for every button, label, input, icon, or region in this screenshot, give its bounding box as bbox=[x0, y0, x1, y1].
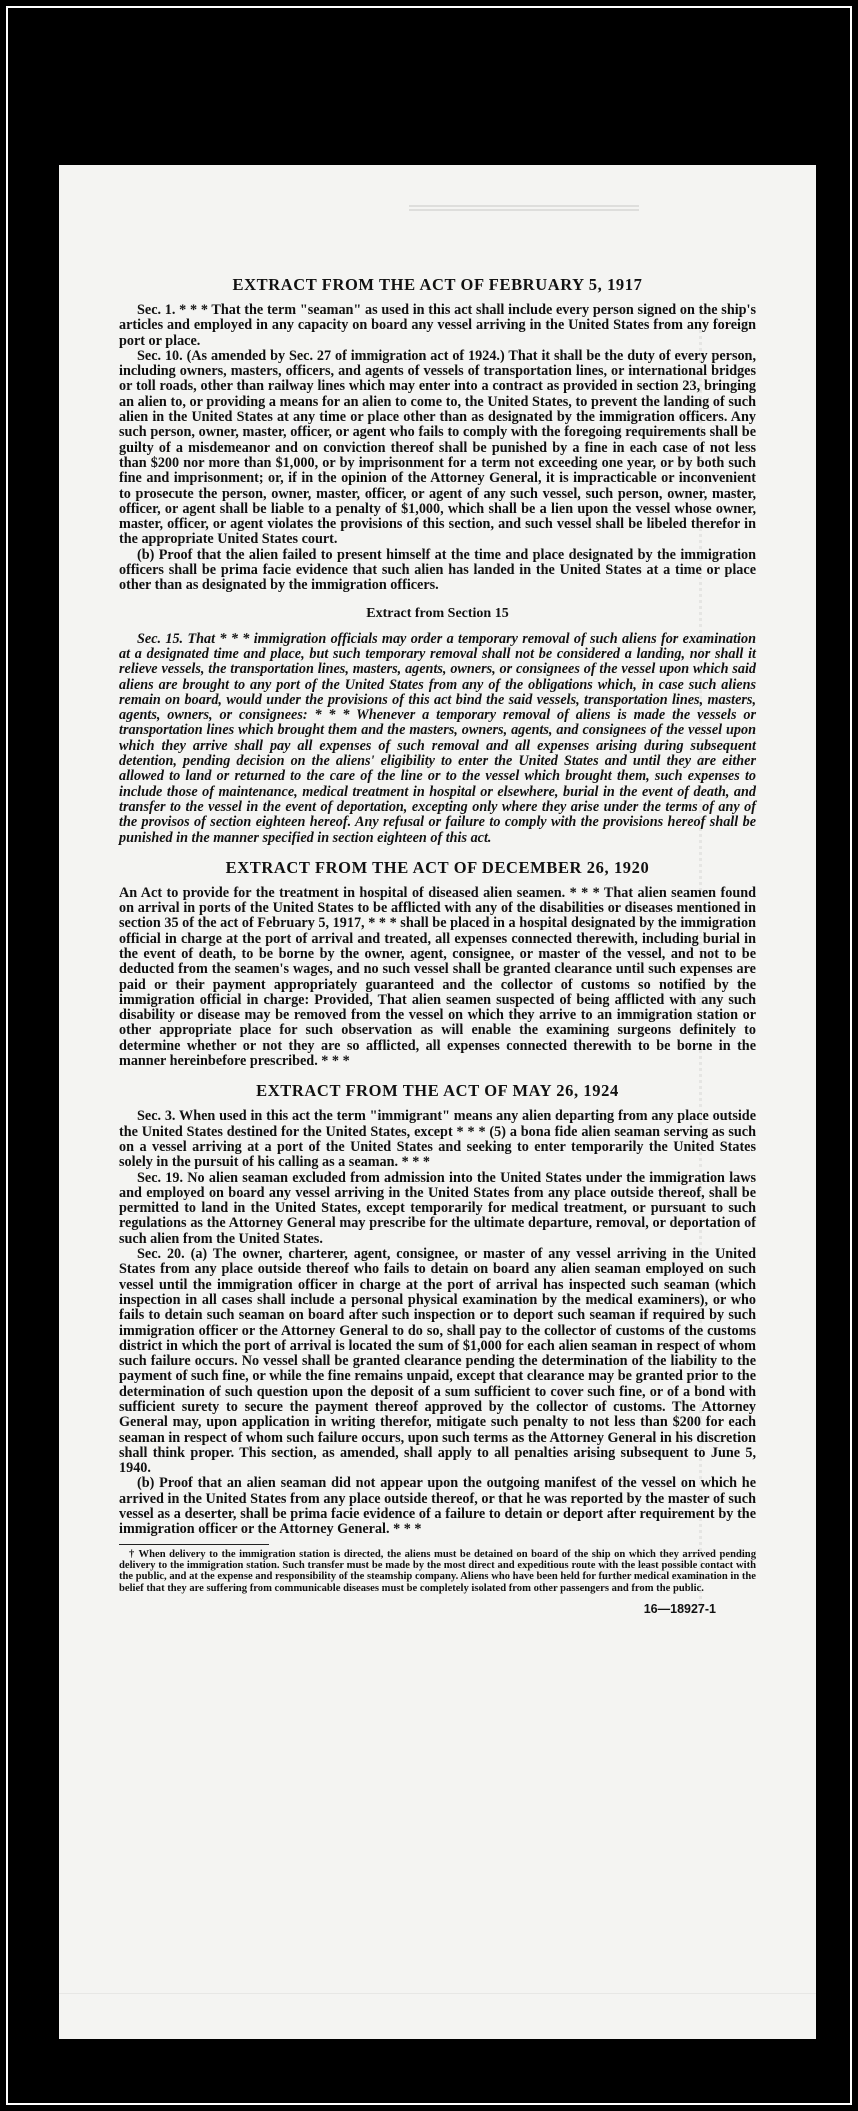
act-1917-sec10: Sec. 10. (As amended by Sec. 27 of immigration act of 1924.) That it shall be the duty of every person, including owners, masters, officers, and agents of vessels of transportation lines, or international bridges or toll roads, other than railway lines which may enter into a contract as provided in section 23, bringing an alien to, or providing a means for an alien to come to, the United States, to prevent the landing of such alien in the United States at any time or place other than as designated by the immigration officers. Any such person, owner, master, officer, or agent who fails to comply with the foregoing requirements shall be guilty of a misdemeanor and on conviction thereof shall be punished by a fine in each case of not less than $200 nor more than $1,000, or by imprisonment for a term not exceeding one year, or by both such fine and imprisonment; or, if in the opinion of the Attorney General, it is impracticable or inconvenient to prosecute the person, owner, master, officer, or agent of any such vessel, such person, owner, master, officer, or agent shall be liable to a penalty of $1,000, which shall be a lien upon the vessel whose owner, master, officer, or agent violates the provisions of this section, and such vessel shall be libeled therefor in the appropriate United States court. bbox=[119, 347, 756, 548]
act-1924-sec3: Sec. 3. When used in this act the term "immigrant" means any alien departing from any place outside the United States destined for the United States, except * * * (5) a bona fide alien seaman serving as such on a vessel arriving at a port of the United States and seeking to enter temporarily the United States solely in the pursuit of his calling as a seaman. * * * bbox=[119, 1108, 756, 1171]
section-15 bbox=[119, 606, 756, 846]
document-page bbox=[59, 165, 816, 2039]
act-1924-heading: EXTRACT FROM THE ACT OF MAY 26, 1924 bbox=[256, 1081, 619, 1101]
act-1920-heading: EXTRACT FROM THE ACT OF DECEMBER 26, 1920 bbox=[225, 857, 650, 877]
scan-frame bbox=[6, 6, 852, 2105]
act-1920-section bbox=[119, 858, 756, 1070]
act-1924-sec19: Sec. 19. No alien seaman excluded from admission into the United States under the immigration laws and employed on board any vessel arriving in the United States from any place outside thereof, shall be permitted to land in the United States, except temporarily for medical treatment, or pursuant to such regulations as the Attorney General may prescribe for the ultimate departure, removal, or deportation of such alien from the United States. bbox=[119, 1169, 756, 1247]
bleed-through-rule bbox=[59, 1993, 816, 1994]
footnote: † When delivery to the immigration station is directed, the aliens must be detained on board of the ship on which they arrived pending delivery to the immigration station. Such transfer must be made by the most direct and expeditious route with the least possible contact with the public, and at the expense and responsibility of the steamship company. Aliens who have been held for further medical examination in the belief that they are suffering from communicable diseases must be completely isolated from other passengers and from the public. bbox=[119, 1548, 756, 1594]
act-1917-heading: EXTRACT FROM THE ACT OF FEBRUARY 5, 1917 bbox=[232, 275, 643, 294]
act-1924-sec20a: Sec. 20. (a) The owner, charterer, agent, consignee, or master of any vessel arriving in the United States from any place outside thereof who fails to detain on board any alien seaman employed on such vessel until the immigration officer in charge at the port of arrival has inspected such seaman (which inspection in all cases shall include a personal physical examination by the medical examiners), or who fails to detain such seaman on board after such inspection or to deport such seaman if required by such immigration officer or the Attorney General to do so, shall pay to the collector of customs of the customs district in which the port of arrival is located the sum of $1,000 for each alien seaman in respect of whom such failure occurs. No vessel shall be granted clearance pending the determination of the liability to the payment of such fine, or while the fine remains unpaid, except that clearance may be granted prior to the determination of such question upon the deposit of a sum sufficient to cover such fine, or of a bond with sufficient surety to secure the payment thereof approved by the collector of customs. The Attorney General may, upon application in writing therefor, mitigate such penalty to not less than $200 for each seaman in respect of whom such failure occurs, upon such terms as the Attorney General in his discretion shall think proper. This section, as amended, shall apply to all penalties arising subsequent to June 5, 1940. bbox=[119, 1246, 756, 1477]
footnote-rule bbox=[119, 1544, 269, 1545]
document-body bbox=[119, 165, 756, 1616]
act-1924-section bbox=[119, 1081, 756, 1537]
act-1917-section bbox=[119, 275, 756, 594]
act-1924-sec20b: (b) Proof that an alien seaman did not appear upon the outgoing manifest of the vessel on which he arrived in the United States from any place outside thereof, or that he was reported by the master of such vessel as a deserter, shall be prima facie evidence of a failure to detain or deport after requirement by the immigration officer or the Attorney General. * * * bbox=[119, 1475, 756, 1538]
section-15-text: Sec. 15. That * * * immigration officials may order a temporary removal of such aliens for examination at a designated time and place, but such temporary removal shall not be considered a landing, nor shall it relieve vessels, the transportation lines, masters, agents, owners, or consignees of the vessel upon which said aliens are brought to any port of the United States from any of the obligations which, in case such aliens remain on board, would under the provisions of this act bind the said vessels, transportation lines, masters, agents, owners, or consignees: * * * Whenever a temporary removal of aliens is made the vessels or transportation lines which brought them and the masters, owners, agents, and consignees of the vessel upon which they arrive shall pay all expenses of such removal and all expenses arising during subsequent detention, pending decision on the aliens' eligibility to enter the United States and until they are either allowed to land or returned to the care of the line or to the vessel which brought them, such expenses to include those of maintenance, medical treatment in hospital or elsewhere, burial in the event of death, and transfer to the vessel in the event of deportation, excepting only where they arise under the terms of any of the provisos of section eighteen hereof. Any refusal or failure to comply with the provisions hereof shall be punished in the manner specified in section eighteen of this act. bbox=[119, 630, 756, 846]
form-number: 16—18927-1 bbox=[643, 1602, 716, 1617]
act-1920-text: An Act to provide for the treatment in hospital of diseased alien seamen. * * * That alien seamen found on arrival in ports of the United States to be afflicted with any of the disabilities or diseases mentioned in section 35 of the act of February 5, 1917, * * * shall be placed in a hospital designated by the immigration official in charge at the port of arrival and treated, all expenses connected therewith, including burial in the event of death, to be borne by the owner, agent, consignee, or master of the vessel, and not to be deducted from the seamen's wages, and no such vessel shall be granted clearance until such expenses are paid or their payment appropriately guaranteed and the collector of customs so notified by the immigration official in charge: Provided, That alien seamen suspected of being afflicted with any such disability or disease may be removed from the vessel on which they arrive to an immigration station or other appropriate place for such observation as will enable the examining surgeons definitely to determine whether or not they are so afflicted, all expenses connected therewith to be borne in the manner hereinbefore prescribed. * * * bbox=[119, 884, 756, 1070]
act-1917-sec10b: (b) Proof that the alien failed to present himself at the time and place designated by the immigration officers shall be prima facie evidence that such alien has landed in the United States at a time or place other than as designated by the immigration officers. bbox=[119, 546, 756, 594]
section-15-heading: Extract from Section 15 bbox=[366, 605, 509, 621]
act-1917-sec1: Sec. 1. * * * That the term "seaman" as used in this act shall include every person signed on the ship's articles and employed in any capacity on board any vessel arriving in the United States from any foreign port or place. bbox=[119, 302, 756, 349]
